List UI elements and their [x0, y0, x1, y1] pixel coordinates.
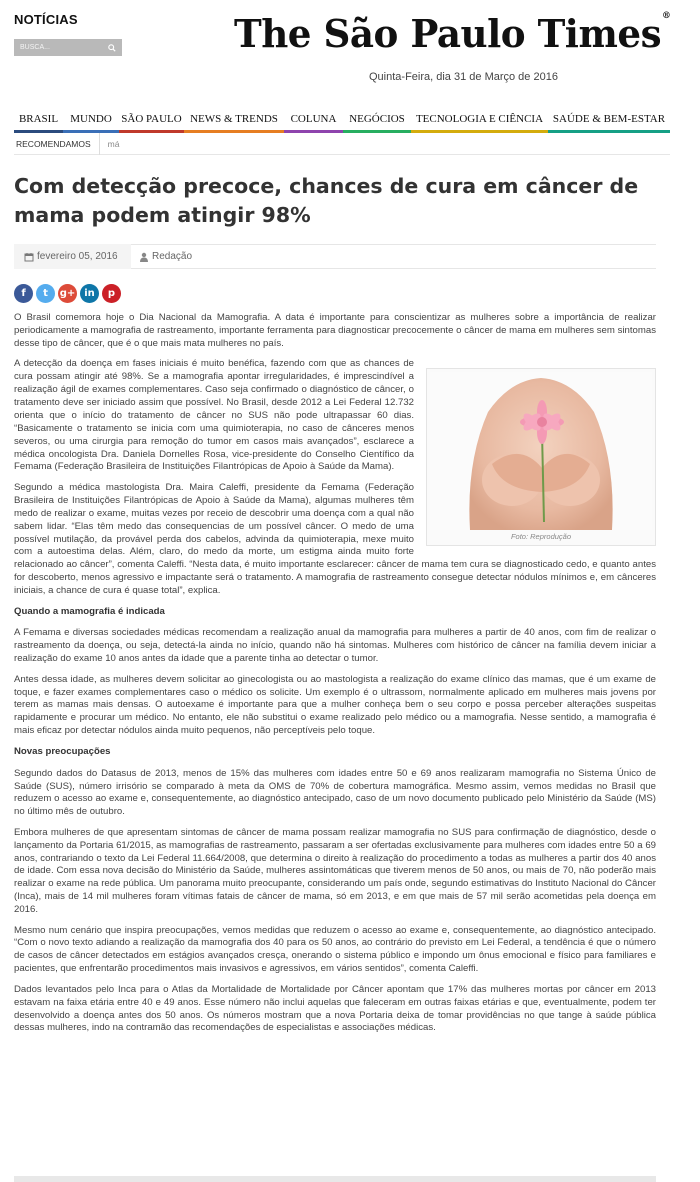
- nav-item-tecnologia[interactable]: [411, 107, 548, 133]
- nav-item-label: TECNOLOGIA E CIÊNCIA: [415, 112, 544, 125]
- sub-nav: [14, 133, 670, 155]
- search-button[interactable]: [104, 39, 120, 56]
- masthead-title: The São Paulo Times: [234, 11, 662, 56]
- masthead-registered-mark: ®: [662, 11, 671, 21]
- user-icon: [139, 252, 149, 262]
- nav-item-label: NEWS & TRENDS: [190, 112, 278, 125]
- article-date: [14, 244, 131, 269]
- article-paragraph: A Femama e diversas sociedades médicas recomendam a realização anual da mamografia para mulheres a partir de 40 anos, com fim de realizar o rastreamento da doença, ou seja, detectá-la ainda no início, quando não há sintomas. Mulheres com histórico de câncer na família devem iniciar a realização do exame 10 anos antes da idade que a parente tinha ao detectar o tumor.: [14, 627, 656, 665]
- twitter-icon: t: [43, 288, 48, 299]
- article-meta: [14, 244, 656, 269]
- pinterest-icon: p: [107, 288, 116, 299]
- nav-item-coluna[interactable]: [284, 107, 343, 133]
- sub-nav-recomendamos[interactable]: RECOMENDAMOS: [14, 133, 100, 155]
- section-heading: Novas preocupações: [14, 745, 111, 757]
- nav-item-saude[interactable]: [548, 107, 670, 133]
- search-box[interactable]: [14, 39, 122, 56]
- article-paragraph: Segundo a médica mastologista Dra. Maira Caleffi, presidente da Femama (Federação Brasileira de Instituições Filantrópicas de Apoio à Saúde da Mama), algumas mulheres têm medo de realizar o exame, muitas vezes por receio de descobrir uma doença com a qual não sabem lidar. “Elas têm medo das consequencias de um possível câncer. O medo de uma possível mutilação, da provável perda dos cabelos, advinda da quimioterapia, mexe muito com a autoestima delas. Além, claro, do medo da morte, um estigma ainda muito forte relacionado ao câncer”, comenta Caleffi. “Nesta data, é muito importante esclarecer: câncer de mama tem cura se diagnosticado cedo, e quanto antes for descoberto, menos agressivo e impactante será o tratamento. A mamografia de rastreamento consegue detectar nódulos mínimos e, em cânceres iniciais, a chance de cura é quase total”, explica.: [14, 481, 656, 597]
- nav-item-label: MUNDO: [70, 112, 112, 125]
- twitter-share-button[interactable]: [36, 284, 55, 303]
- article-date-text: fevereiro 05, 2016: [37, 251, 118, 262]
- image-caption: Foto: Reprodução: [510, 532, 572, 542]
- share-bar: [14, 284, 121, 303]
- article-image[interactable]: [426, 368, 656, 546]
- search-input[interactable]: [14, 39, 104, 56]
- nav-item-negocios[interactable]: [343, 107, 411, 133]
- article-paragraph: Antes dessa idade, as mulheres devem solicitar ao ginecologista ou ao mastologista a realização do exame clínico das mamas, que é um exame de toque, e fazer exames complementares caso o médico os solicite. Um exemplo é o ultrassom, normalmente aplicado em mulheres mais jovens por terem as mamas mais densas. O autoexame é importante para que a mulher conheça bem o seu corpo e possa perceber alterações suspeitas rapidamente e procurar um médico. No entanto, ele não substitui o exame realizado pelo médico ou a mamografia. Nesse sentido, a mamografia é mais eficaz por detectar nódulos ainda muito pequenos, não perceptíveis pelo toque.: [14, 673, 656, 737]
- main-nav: [14, 107, 670, 133]
- article-author-name: Redação: [152, 251, 193, 262]
- facebook-share-button[interactable]: [14, 284, 33, 303]
- site-section-label[interactable]: NOTÍCIAS: [14, 12, 78, 27]
- article-paragraph: Segundo dados do Datasus de 2013, menos de 15% das mulheres com idades entre 50 e 69 anos realizaram mamografia no Sistema Único de Saúde (SUS), número irrisório se comparado à meta da OMS de 70% de cobertura mamográfica. Mesmo assim, vemos medidas no Brasil que reduzem o acesso ao exame e, consequentemente, ao diagnóstico antecipado, caso de um novo documento publicado pelo Ministério da Saúde (MS) no último mês de outubro.: [14, 767, 656, 818]
- section-heading: Quando a mamografia é indicada: [14, 605, 165, 617]
- google-plus-icon: g+: [59, 288, 76, 299]
- linkedin-share-button[interactable]: [80, 284, 99, 303]
- google-plus-share-button[interactable]: [58, 284, 77, 303]
- nav-item-label: SAÚDE & BEM-ESTAR: [552, 112, 666, 125]
- facebook-icon: f: [21, 288, 26, 299]
- nav-item-news-trends[interactable]: [184, 107, 284, 133]
- dateline: Quinta-Feira, dia 31 de Março de 2016: [369, 71, 558, 83]
- nav-item-label: COLUNA: [290, 112, 337, 125]
- article-paragraph: O Brasil comemora hoje o Dia Nacional da Mamografia. A data é importante para conscientizar as mulheres sobre a importância de realizar periodicamente a mamografia de rastreamento, importante ferramenta para diagnosticar precocemente o câncer de mama em mulheres sem sintomas desse tipo de câncer, que é o que mais mata mulheres no país.: [14, 312, 656, 349]
- footer-divider: [14, 1176, 656, 1182]
- article-paragraph: Dados levantados pelo Inca para o Atlas da Mortalidade de Mortalidade por Câncer apontam que 17% das mulheres mortas por câncer em 2013 estavam na faixa etária entre 40 e 49 anos. Esse número não inclui aquelas que faleceram em outras faixas etárias e que, eventualmente, podem ter desenvolvido a doença antes dos 50 anos. Os números mostram que a nova Portaria deixa de tomar providências no que tange à saúde pública dessas mulheres, indo na contramão das recomendações de especialistas e associações médicas.: [14, 983, 656, 1034]
- article-paragraph: Mesmo num cenário que inspira preocupações, vemos medidas que reduzem o acesso ao exame e, consequentemente, ao diagnóstico antecipado. “Com o novo texto adiando a realização da mamografia dos 40 para os 50 anos, ao contrário do previsto em Lei Federal, a tendência é que o número de casos de câncer detectados em estágios avançados cresça, onerando o sistema público e impondo um ônus emocional e físico para familiares e pacientes, que enfrentarão procedimentos mais invasivos e agressivos, em vários sentidos”, comenta Caleffi.: [14, 924, 656, 975]
- nav-item-sao-paulo[interactable]: [119, 107, 184, 133]
- nav-item-mundo[interactable]: [63, 107, 119, 133]
- nav-item-label: NEGÓCIOS: [349, 112, 405, 125]
- search-icon: [108, 44, 116, 52]
- nav-item-label: SÃO PAULO: [121, 112, 182, 125]
- nav-item-brasil[interactable]: [14, 107, 63, 133]
- article-paragraph: A detecção da doença em fases iniciais é muito benéfica, fazendo com que as chances de cura possam atingir até 98%. Se a mamografia apontar irregularidades, é imprescindível a realização ágil de exames complementares. Caso seja confirmado o diagnóstico de câncer, o tratamento deve ser iniciado assim que possível. No Brasil, desde 2012 a Lei Federal 12.732 orienta que o início do tratamento de câncer no SUS não pode ultrapassar 60 dias. “Basicamente o tratamento se inicia com uma quimioterapia, no caso de cânceres menos severos, ou uma cirurgia para remoção do tumor em casos mais avançados”, esclarece a médica oncologista Dra. Daniela Dornelles Rosa, vice-presidente do Conselho Científico da Femama (Federação Brasileira de Instituições Filantrópicas de Apoio à Saúde da Mama).: [14, 358, 414, 473]
- sub-nav-ticker[interactable]: má: [107, 138, 120, 149]
- calendar-icon: [24, 252, 34, 262]
- linkedin-icon: in: [84, 288, 95, 299]
- nav-item-label: BRASIL: [18, 112, 59, 125]
- woman-with-flower-photo: [430, 372, 652, 530]
- article-body: [14, 312, 656, 1043]
- pinterest-share-button[interactable]: [102, 284, 121, 303]
- article-author[interactable]: [131, 244, 200, 269]
- article-title: Com detecção precoce, chances de cura em câncer de mama podem atingir 98%: [14, 174, 639, 227]
- site-header: [0, 0, 700, 100]
- article-paragraph: Embora mulheres de que apresentam sintomas de câncer de mama possam realizar mamografia no SUS para confirmação de diagnóstico, desde o lançamento da Portaria 61/2015, as mamografias de rastreamento, passaram a ser ofertadas exclusivamente para mulheres com idades entre 50 a 69 anos, contrariando o texto da Lei Federal 11.664/2008, que determina o direito à realização do procedimento a todas as mulheres a partir dos 40 anos de idade. Com essa nova decisão do Ministério da Saúde, mulheres assintomáticas que tiverem menos de 50 anos, ou mais de 70, não poderão mais realizar o exame na rede pública. Um panorama muito preocupante, considerando um país onde, segundo estimativas do Instituto Nacional do Câncer (Inca), mais de 14 mil mulheres foram vítimas fatais de câncer de mama, só em 2013, e em que mais de 57 mil serão acometidas pela doença em 2016.: [14, 826, 656, 916]
- site-logo[interactable]: [234, 6, 685, 62]
